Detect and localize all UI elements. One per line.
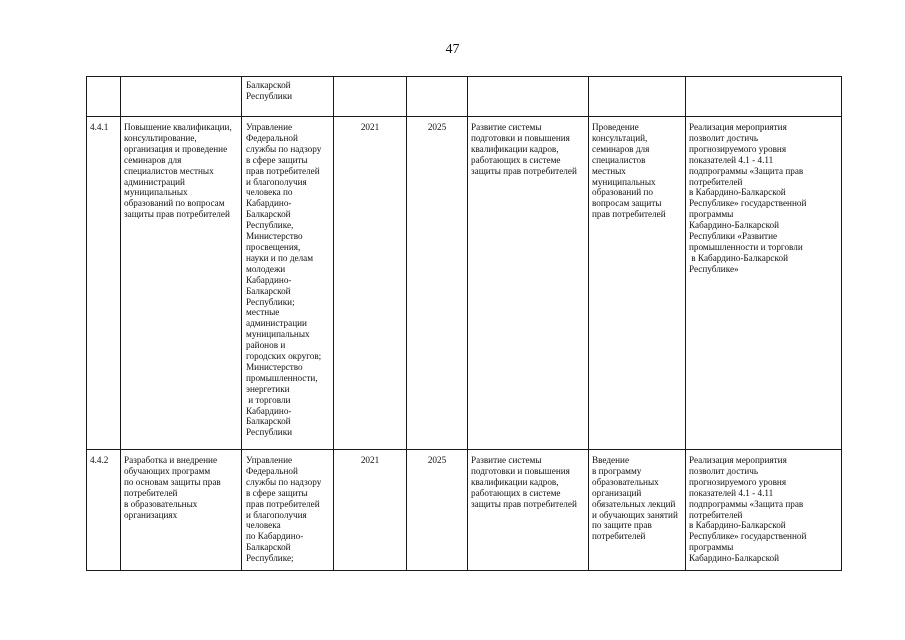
cell-line: Республике»: [689, 263, 739, 274]
cell-line: администраций: [124, 176, 185, 187]
grid-line-horizontal: [86, 116, 842, 117]
grid-line-vertical: [467, 76, 468, 570]
cell-line: прав потребителей: [592, 209, 666, 220]
cell-line: районов и: [246, 340, 286, 351]
grid-line-horizontal: [86, 76, 842, 77]
cell-line: Республики;: [246, 296, 295, 307]
cell-line: Проведение: [592, 122, 639, 132]
cell-line: муниципальных: [124, 187, 188, 198]
cell-line: в Кабардино-Балкарской: [689, 187, 786, 198]
cell-line: Балкарской: [246, 209, 291, 220]
cell-line: науки и по делам: [246, 252, 314, 263]
cell-line: организациях: [124, 509, 178, 520]
cell-line: семинаров для: [592, 143, 650, 154]
cell-line: Разработка и внедрение: [124, 455, 218, 465]
cell-line: энергетики: [246, 383, 290, 394]
cell-line: в Кабардино-Балкарской: [689, 520, 786, 531]
cell-line: муниципальных: [592, 176, 656, 187]
cell-line: обязательных лекций: [592, 498, 676, 509]
cell-line: человека по: [246, 187, 293, 198]
continuation-executor-cell: [246, 80, 332, 114]
cell-line: Балкарской: [246, 80, 291, 90]
grid-line-vertical: [333, 76, 334, 570]
cell-line: Балкарской: [246, 542, 291, 553]
row-number-cell: 4.4.1: [90, 122, 109, 132]
grid-line-vertical: [241, 76, 242, 570]
cell-line: специалистов: [592, 154, 646, 165]
cell-line: Введение: [592, 455, 630, 465]
cell-line: защиты прав потребителей: [471, 498, 577, 509]
measure-cell: [124, 455, 240, 568]
cell-line: прогнозируемого уровня: [689, 143, 787, 154]
cell-line: просвещения,: [246, 241, 301, 252]
cell-line: Республике» государственной: [689, 198, 807, 209]
cell-line: местных: [592, 165, 626, 176]
cell-line: и торговли: [246, 394, 291, 405]
cell-line: программы: [689, 542, 734, 553]
cell-line: Министерство: [246, 361, 303, 372]
expected-result-cell: [471, 122, 587, 447]
cell-line: организация и проведение: [124, 143, 228, 154]
indicator-link-cell: [689, 455, 840, 568]
expected-result-cell: [471, 455, 587, 568]
cell-line: образований по: [592, 187, 653, 198]
grid-line-horizontal: [86, 449, 842, 450]
cell-line: прогнозируемого уровня: [689, 476, 787, 487]
cell-line: Республике» государственной: [689, 531, 807, 542]
cell-line: программы: [689, 209, 734, 220]
cell-line: специалистов местных: [124, 165, 214, 176]
cell-line: семинаров для: [124, 154, 182, 165]
end-year-cell: 2025: [427, 455, 447, 465]
cell-line: подготовки и повышения: [471, 132, 570, 143]
grid-line-vertical: [685, 76, 686, 570]
cell-line: Повышение квалификации,: [124, 122, 232, 132]
content-cell: [592, 122, 684, 447]
cell-line: обучающих программ: [124, 465, 211, 476]
cell-line: организаций: [592, 487, 642, 498]
cell-line: Республики: [246, 427, 293, 438]
cell-line: администрации: [246, 318, 307, 329]
cell-line: квалификации кадров,: [471, 143, 559, 154]
cell-line: Республике,: [246, 220, 294, 231]
start-year-cell: 2021: [360, 122, 380, 132]
grid-line-vertical: [86, 76, 87, 570]
cell-line: по Кабардино-: [246, 531, 304, 542]
cell-line: в сфере защиты: [246, 154, 308, 165]
cell-line: Федеральной: [246, 132, 298, 143]
cell-line: по защите прав: [592, 520, 652, 531]
cell-line: Развитие системы: [471, 122, 542, 132]
cell-line: консультаций,: [592, 132, 648, 143]
cell-line: прав потребителей: [246, 498, 320, 509]
cell-line: Кабардино-: [246, 198, 292, 209]
cell-line: и обучающих занятий: [592, 509, 678, 520]
cell-line: позволит достичь: [689, 132, 759, 143]
cell-line: и благополучия: [246, 509, 307, 520]
executor-cell: [246, 455, 332, 568]
cell-line: работающих в системе: [471, 154, 561, 165]
cell-line: позволит достичь: [689, 465, 759, 476]
cell-line: Министерство: [246, 231, 303, 242]
grid-line-vertical: [406, 76, 407, 570]
cell-line: Республике;: [246, 553, 294, 564]
grid-line-vertical: [120, 76, 121, 570]
executor-cell: [246, 122, 332, 447]
row-number-cell: 4.4.2: [90, 455, 109, 465]
cell-line: Республики: [246, 90, 293, 101]
cell-line: городских округов;: [246, 351, 322, 362]
cell-line: показателей 4.1 - 4.11: [689, 154, 774, 165]
cell-line: Развитие системы: [471, 455, 542, 465]
cell-line: Федеральной: [246, 465, 298, 476]
cell-line: потребителей: [689, 176, 743, 187]
cell-line: консультирование,: [124, 132, 197, 143]
cell-line: молодежи: [246, 263, 286, 274]
cell-line: Кабардино-: [246, 274, 292, 285]
cell-line: местные: [246, 307, 280, 318]
indicator-link-cell: [689, 122, 840, 447]
cell-line: образовательных: [592, 476, 659, 487]
end-year-cell: 2025: [427, 122, 447, 132]
cell-line: в сфере защиты: [246, 487, 308, 498]
cell-line: Балкарской: [246, 285, 291, 296]
cell-line: промышленности и торговли: [689, 241, 803, 252]
start-year-cell: 2021: [360, 455, 380, 465]
cell-line: и благополучия: [246, 176, 307, 187]
cell-line: потребителей: [592, 531, 646, 542]
grid-line-vertical: [588, 76, 589, 570]
cell-line: муниципальных: [246, 329, 310, 340]
cell-line: подпрограммы «Защита прав: [689, 498, 804, 509]
cell-line: службы по надзору: [246, 143, 322, 154]
cell-line: Балкарской: [246, 416, 291, 427]
cell-line: вопросам защиты: [592, 198, 662, 209]
cell-line: защиты прав потребителей: [124, 209, 230, 220]
cell-line: защиты прав потребителей: [471, 165, 577, 176]
cell-line: работающих в системе: [471, 487, 561, 498]
cell-line: Управление: [246, 122, 293, 132]
grid-line-vertical: [841, 76, 842, 570]
cell-line: Республики «Развитие: [689, 231, 778, 242]
cell-line: Кабардино-Балкарской: [689, 220, 780, 231]
cell-line: в программу: [592, 465, 642, 476]
cell-line: в Кабардино-Балкарской: [689, 252, 789, 263]
cell-line: прав потребителей: [246, 165, 320, 176]
cell-line: подпрограммы «Защита прав: [689, 165, 804, 176]
cell-line: показателей 4.1 - 4.11: [689, 487, 774, 498]
cell-line: образований по вопросам: [124, 198, 225, 209]
cell-line: потребителей: [124, 487, 178, 498]
cell-line: промышленности,: [246, 372, 318, 383]
cell-line: в образовательных: [124, 498, 198, 509]
cell-line: Кабардино-Балкарской: [689, 553, 780, 564]
cell-line: Реализация мероприятия: [689, 122, 787, 132]
cell-line: потребителей: [689, 509, 743, 520]
cell-line: Управление: [246, 455, 293, 465]
grid-line-horizontal: [86, 570, 842, 571]
content-cell: [592, 455, 684, 568]
cell-line: по основам защиты прав: [124, 476, 221, 487]
cell-line: службы по надзору: [246, 476, 322, 487]
cell-line: Кабардино-: [246, 405, 292, 416]
measure-cell: [124, 122, 240, 447]
page-number: 47: [445, 42, 460, 57]
cell-line: Реализация мероприятия: [689, 455, 787, 465]
cell-line: подготовки и повышения: [471, 465, 570, 476]
cell-line: человека: [246, 520, 281, 531]
cell-line: квалификации кадров,: [471, 476, 559, 487]
